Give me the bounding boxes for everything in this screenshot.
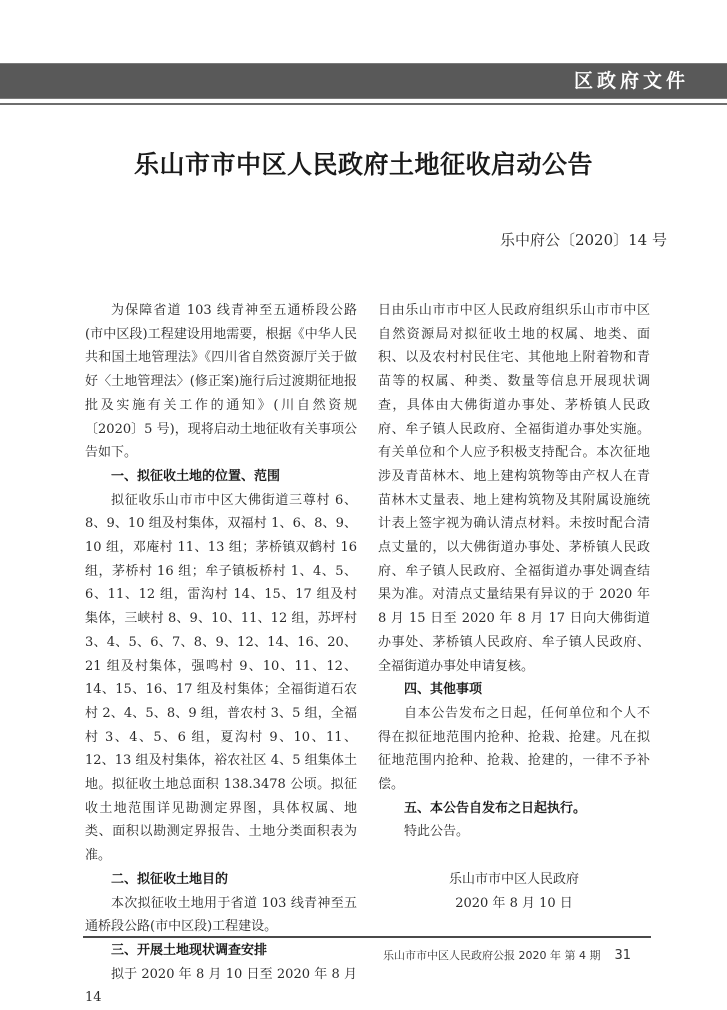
left-column bbox=[85, 299, 357, 1010]
issue-date: 2020 年 8 月 10 日 bbox=[455, 895, 573, 911]
footer-rule bbox=[83, 936, 651, 938]
section-5-heading: 五、本公告自发布之日起执行。 bbox=[404, 800, 587, 816]
page-footer bbox=[383, 947, 631, 965]
intro-paragraph: 为保障省道 103 线青神至五通桥段公路(市中区段)工程建设用地需要，根据《中华人民共和国土地管理法》《四川省自然资源厅关于做好〈土地管理法〉(修正案)施行后过渡期征地报批及实施有关工作的通知》(川自然资规〔2020〕5 号)，现将启动土地征收有关事项公告如下。 bbox=[85, 303, 357, 461]
page-number: 31 bbox=[614, 948, 631, 963]
signature-block bbox=[378, 868, 650, 916]
section-3-paragraph-start: 拟于 2020 年 8 月 10 日至 2020 年 8 月 14 bbox=[85, 966, 357, 1006]
closing-line: 特此公告。 bbox=[404, 824, 470, 840]
section-4-heading: 四、其他事项 bbox=[404, 682, 483, 698]
section-1-heading: 一、拟征收土地的位置、范围 bbox=[111, 468, 281, 484]
right-column bbox=[378, 299, 650, 916]
section-label: 区政府文件 bbox=[573, 70, 689, 92]
publication-info: 乐山市市中区人民政府公报 2020 年 第 4 期 bbox=[382, 949, 601, 962]
document-title: 乐山市市中区人民政府土地征收启动公告 bbox=[133, 150, 593, 179]
section-3-paragraph-continued: 日由乐山市市中区人民政府组织乐山市市中区自然资源局对拟征收土地的权属、地类、面积、以及农村村民住宅、其他地上附着物和青苗等的权属、种类、数量等信息开展现状调查，具体由大佛街道办事处、茅桥镇人民政府、牟子镇人民政府、全福街道办事处实施。有关单位和个人应予积极支持配合。本次征地涉及青苗林木、地上建构筑物等由产权人在青苗林木丈量表、地上建构筑物及其附属设施统计表上签字视为确认清点材料。未按时配合清点丈量的，以大佛街道办事处、茅桥镇人民政府、牟子镇人民政府、全福街道办事处调查结果为准。对清点丈量结果有异议的于 2020 年 8 月 15 日至 2020 年 8 月 17 日向大佛街道办事处、茅桥镇人民政府、牟子镇人民政府、全福街道办事处申请复核。 bbox=[378, 303, 650, 674]
section-3-heading: 三、开展土地现状调查安排 bbox=[111, 942, 268, 958]
section-4-paragraph: 自本公告发布之日起，任何单位和个人不得在拟征地范围内抢种、抢栽、抢建。凡在拟征地范围内抢种、抢栽、抢建的，一律不予补偿。 bbox=[378, 705, 650, 793]
section-2-heading: 二、拟征收土地目的 bbox=[111, 871, 229, 887]
header-rule bbox=[0, 103, 727, 105]
document-number: 乐中府公〔2020〕14 号 bbox=[499, 231, 667, 249]
section-2-paragraph: 本次拟征收土地用于省道 103 线青神至五通桥段公路(市中区段)工程建设。 bbox=[85, 895, 357, 935]
issuer-name: 乐山市市中区人民政府 bbox=[448, 871, 579, 887]
section-1-paragraph: 拟征收乐山市市中区大佛街道三尊村 6、8、9、10 组及村集体，双福村 1、6、8、9、10 组，邓庵村 11、13 组；茅桥镇双鹤村 16 组，茅桥村 16 组；牟子镇板桥村 1、4、5、6、11、12 组，雷沟村 14、15、17 组及村集体，三峡村 8、9、10、11、12 组，苏坪村 3、4、5、6、7、8、9、12、14、16、20、21 组及村集体，强鸣村 9、10、11、12、14、15、16、17 组及村集体；全福街道石农村 2、4、5、8、9 组，普农村 3、5 组，全福村 3、4、5、6 组，夏沟村 9、10、11、12、13 组及村集体，裕农社区 4、5 组集体土地。拟征收土地总面积 138.3478 公顷。拟征收土地范围详见勘测定界图，具体权属、地类、面积以勘测定界报告、土地分类面积表为准。 bbox=[85, 492, 357, 864]
section-header-band bbox=[0, 63, 727, 99]
